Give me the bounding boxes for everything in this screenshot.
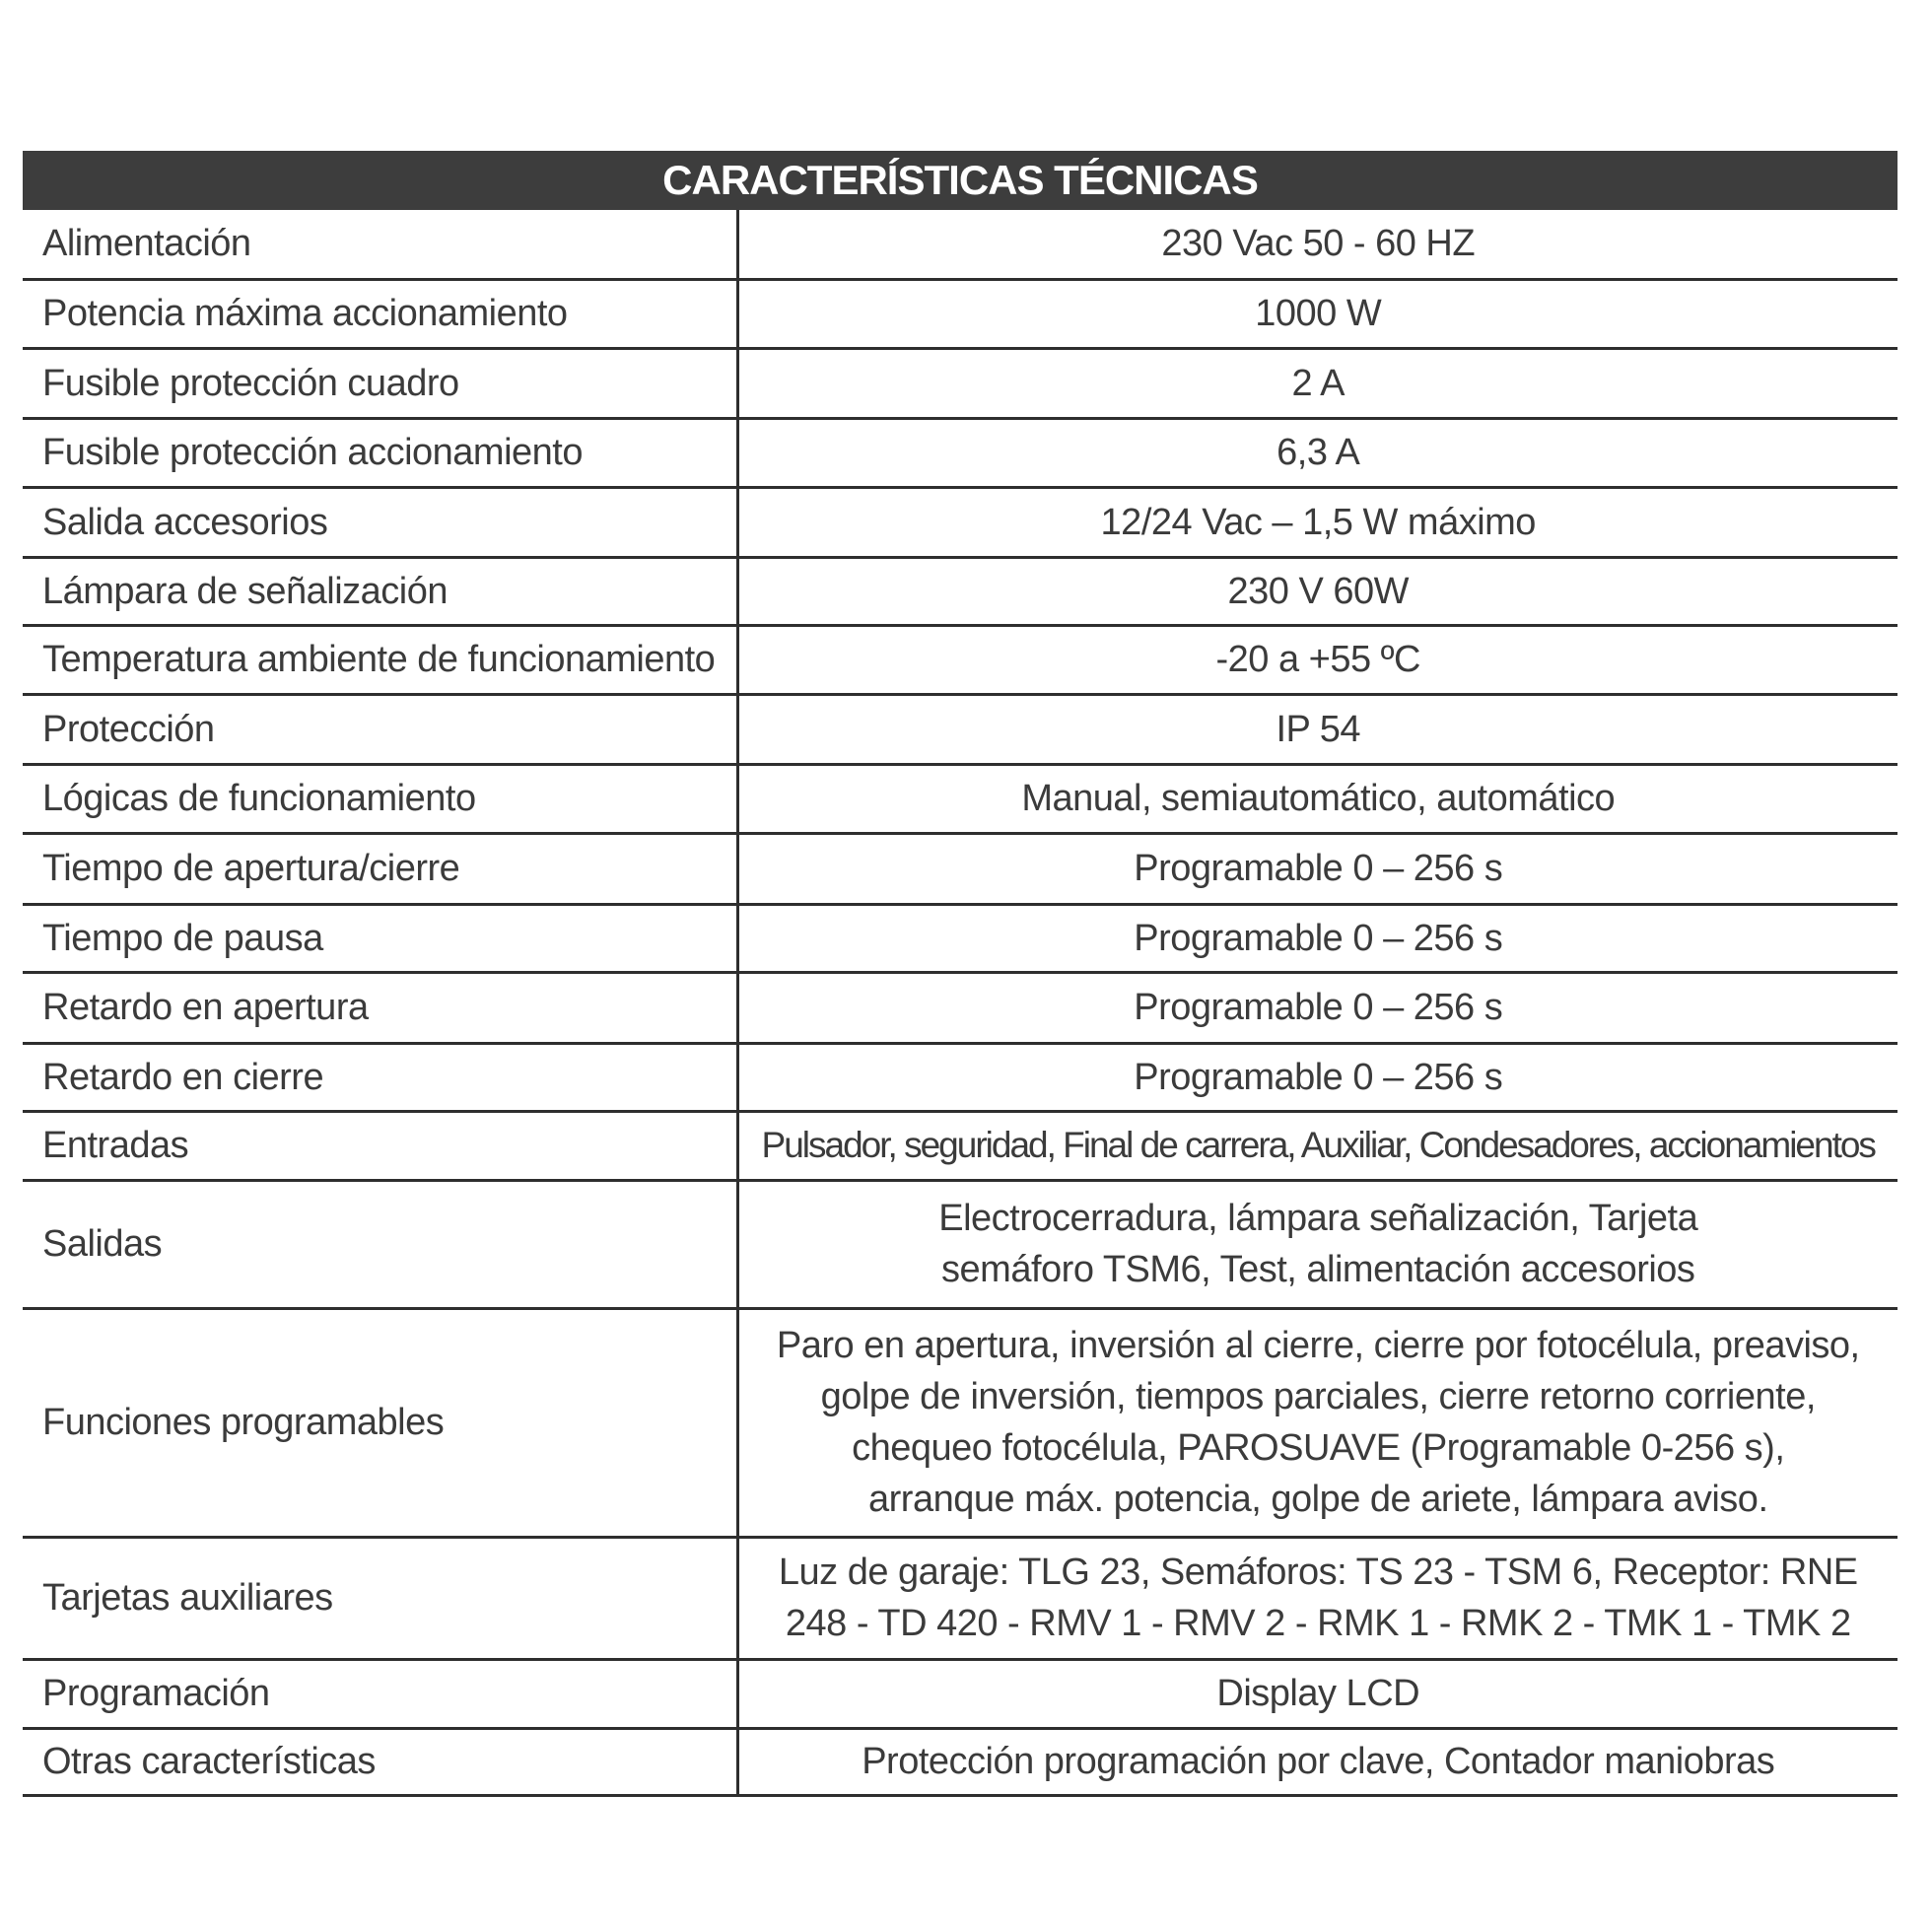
spec-value	[737, 904, 1898, 972]
spec-label: Alimentación	[23, 210, 737, 279]
spec-value	[737, 1308, 1898, 1537]
table-row	[23, 210, 1898, 279]
table-row	[23, 1043, 1898, 1111]
spec-label: Otras características	[23, 1728, 737, 1795]
spec-label: Retardo en apertura	[23, 972, 737, 1043]
spec-value	[737, 972, 1898, 1043]
spec-value	[737, 1180, 1898, 1308]
spec-value	[737, 210, 1898, 279]
spec-value-line: Display LCD	[1216, 1673, 1420, 1714]
spec-value-line: Programable 0 – 256 s	[1134, 987, 1503, 1028]
spec-value-line: chequeo fotocélula, PAROSUAVE (Programable 0-256 s),	[852, 1427, 1785, 1469]
spec-label: Tiempo de apertura/cierre	[23, 833, 737, 904]
spec-value-line: 248 - TD 420 - RMV 1 - RMV 2 - RMK 1 - RMK 2 - TMK 1 - TMK 2	[785, 1603, 1851, 1644]
spec-value-line: 2 A	[1291, 362, 1345, 404]
table-row	[23, 279, 1898, 348]
table-row	[23, 1308, 1898, 1537]
table-row	[23, 418, 1898, 487]
spec-value-line: golpe de inversión, tiempos parciales, cierre retorno corriente,	[820, 1376, 1816, 1417]
spec-label: Potencia máxima accionamiento	[23, 279, 737, 348]
spec-value-line: 230 V 60W	[1227, 570, 1409, 612]
spec-value-line: Paro en apertura, inversión al cierre, cierre por fotocélula, preaviso,	[776, 1325, 1860, 1366]
spec-value-line: IP 54	[1276, 708, 1361, 750]
spec-value	[737, 694, 1898, 764]
spec-value	[737, 279, 1898, 348]
spec-label: Salida accesorios	[23, 487, 737, 557]
spec-label: Funciones programables	[23, 1308, 737, 1537]
table-row	[23, 764, 1898, 833]
spec-value	[737, 1111, 1898, 1180]
table-body	[23, 210, 1898, 1795]
spec-value	[737, 1659, 1898, 1728]
spec-value	[737, 557, 1898, 625]
table-row	[23, 1180, 1898, 1308]
spec-value	[737, 487, 1898, 557]
table-row	[23, 557, 1898, 625]
spec-value	[737, 348, 1898, 418]
spec-label: Fusible protección accionamiento	[23, 418, 737, 487]
spec-label: Temperatura ambiente de funcionamiento	[23, 625, 737, 694]
spec-value-line: Programable 0 – 256 s	[1134, 917, 1503, 959]
table-row	[23, 694, 1898, 764]
spec-value-line: arranque máx. potencia, golpe de ariete, lámpara aviso.	[868, 1479, 1768, 1520]
table-row	[23, 1728, 1898, 1795]
spec-label: Protección	[23, 694, 737, 764]
spec-label: Lógicas de funcionamiento	[23, 764, 737, 833]
spec-value	[737, 764, 1898, 833]
table-row	[23, 1537, 1898, 1659]
spec-value-line: Pulsador, seguridad, Final de carrera, Auxiliar, Condesadores, accionamientos	[761, 1125, 1875, 1165]
spec-value	[737, 1728, 1898, 1795]
table-title: CARACTERÍSTICAS TÉCNICAS	[23, 151, 1898, 210]
spec-value-line: Manual, semiautomático, automático	[1021, 778, 1616, 819]
spec-value-line: 1000 W	[1255, 293, 1382, 334]
spec-value-line: 230 Vac 50 - 60 HZ	[1161, 223, 1476, 265]
spec-value-line: -20 a +55 ºC	[1215, 639, 1420, 680]
spec-value	[737, 1537, 1898, 1659]
spec-label: Entradas	[23, 1111, 737, 1180]
spec-value-line: semáforo TSM6, Test, alimentación accesorios	[941, 1249, 1695, 1290]
spec-value-line: Electrocerradura, lámpara señalización, Tarjeta	[938, 1198, 1698, 1239]
spec-label: Programación	[23, 1659, 737, 1728]
table-row	[23, 348, 1898, 418]
table-row	[23, 1659, 1898, 1728]
table-row	[23, 904, 1898, 972]
spec-value-line: 6,3 A	[1276, 432, 1360, 473]
spec-value-line: Programable 0 – 256 s	[1134, 1056, 1503, 1098]
spec-label: Tarjetas auxiliares	[23, 1537, 737, 1659]
table-row	[23, 833, 1898, 904]
table-row	[23, 1111, 1898, 1180]
spec-value	[737, 418, 1898, 487]
table-row	[23, 487, 1898, 557]
spec-label: Lámpara de señalización	[23, 557, 737, 625]
table-row	[23, 625, 1898, 694]
spec-table	[23, 151, 1898, 1797]
spec-label: Tiempo de pausa	[23, 904, 737, 972]
spec-value-line: Programable 0 – 256 s	[1134, 848, 1503, 889]
spec-value	[737, 1043, 1898, 1111]
spec-label: Fusible protección cuadro	[23, 348, 737, 418]
spec-label: Retardo en cierre	[23, 1043, 737, 1111]
spec-value-line: Protección programación por clave, Contador maniobras	[862, 1741, 1775, 1782]
table-row	[23, 972, 1898, 1043]
table-header-row	[23, 151, 1898, 210]
spec-value	[737, 625, 1898, 694]
spec-value-line: Luz de garaje: TLG 23, Semáforos: TS 23 - TSM 6, Receptor: RNE	[778, 1552, 1858, 1593]
spec-label: Salidas	[23, 1180, 737, 1308]
spec-value-line: 12/24 Vac – 1,5 W máximo	[1100, 501, 1536, 543]
spec-value	[737, 833, 1898, 904]
